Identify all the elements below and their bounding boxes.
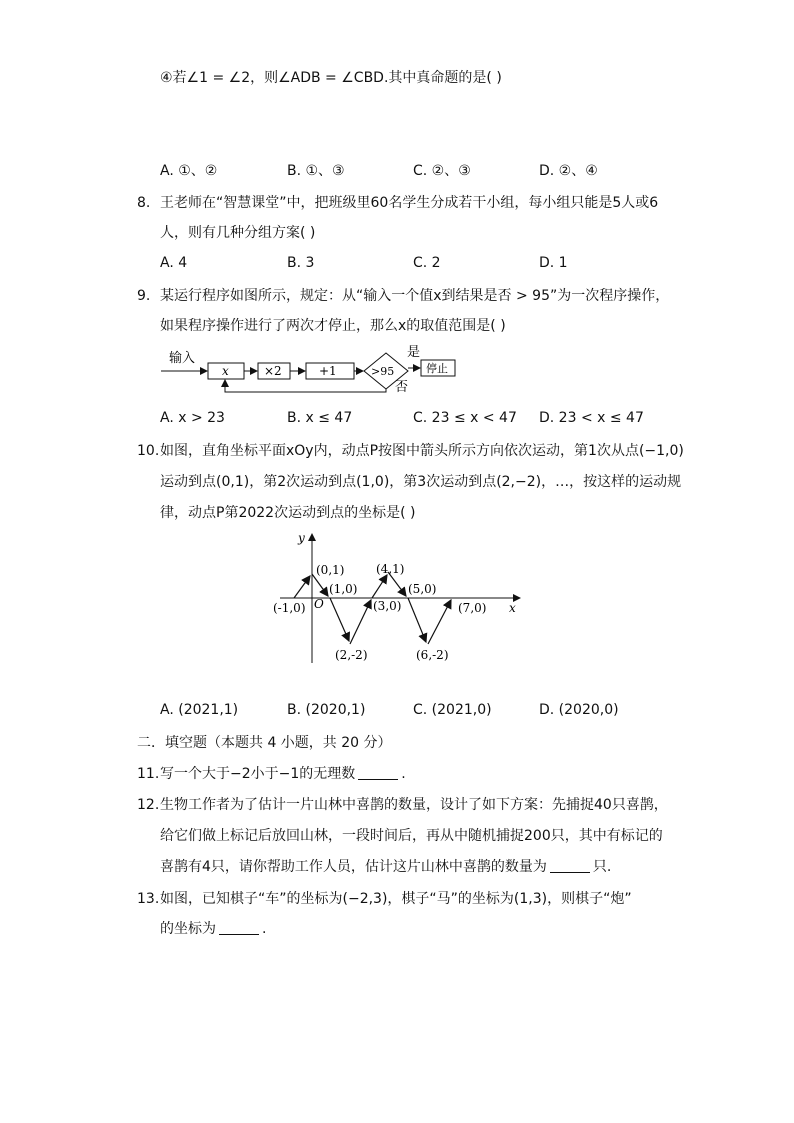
q10-text-line1: 如图，直角坐标平面xOy内，动点P按图中箭头所示方向依次运动，第1次从点(−1,0) [160, 443, 684, 459]
q8-option-c[interactable]: C. 2 [413, 255, 441, 271]
q8-text-line2: 人，则有几种分组方案( ) [160, 225, 316, 241]
q8-text-line1: 王老师在“智慧课堂”中，把班级里60名学生分成若干小组，每小组只能是5人或6 [160, 195, 659, 211]
q10-number: 10. [137, 443, 160, 459]
section2-title: 二．填空题（本题共 4 小题，共 20 分） [137, 735, 392, 751]
q9-option-a[interactable]: A. x > 23 [160, 410, 225, 426]
flow-no-label: 否 [395, 380, 409, 394]
q8-option-a[interactable]: A. 4 [160, 255, 188, 271]
q10-option-b[interactable]: B. (2020,1) [287, 702, 366, 718]
q8-number: 8. [137, 195, 151, 211]
q12-text-end: 只. [592, 859, 612, 875]
q11-answer-blank[interactable] [358, 765, 398, 780]
point-label-2-neg2: (2,-2) [335, 648, 368, 662]
q10-graph [270, 528, 530, 668]
q9-number: 9. [137, 288, 151, 304]
x-axis-label: x [509, 601, 516, 615]
flow-box-plus1-label: +1 [319, 364, 337, 378]
q12-text-line2: 给它们做上标记后放回山林，一段时间后，再从中随机捕捉200只，其中有标记的 [160, 828, 663, 844]
q9-option-b[interactable]: B. x ≤ 47 [287, 410, 353, 426]
point-label-neg1-0: (-1,0) [273, 601, 306, 615]
q12-answer-blank[interactable] [550, 858, 590, 873]
q13-answer-blank[interactable] [219, 920, 259, 935]
origin-label: O [314, 597, 324, 611]
q12-text-line1: 生物工作者为了估计一片山林中喜鹊的数量，设计了如下方案：先捕捉40只喜鹊， [160, 797, 668, 813]
flow-diamond-label: >95 [371, 365, 395, 378]
q10-text-line2: 运动到点(0,1)，第2次运动到点(1,0)，第3次运动到点(2,−2)，…，按这样的运动规 [160, 474, 682, 490]
q9-text-line1: 某运行程序如图所示，规定：从“输入一个值x到结果是否 > 95”为一次程序操作， [160, 288, 670, 304]
q8-option-d[interactable]: D. 1 [539, 255, 568, 271]
q13-text-end: . [262, 921, 267, 937]
q7-option-a[interactable]: A. ①、② [160, 163, 218, 179]
q7-option-c[interactable]: C. ②、③ [413, 163, 471, 179]
point-label-5-0: (5,0) [408, 582, 437, 596]
flow-box-times2-label: ×2 [264, 364, 282, 378]
q9-flowchart [155, 344, 465, 394]
point-label-1-0: (1,0) [329, 582, 358, 596]
flow-box-x-label: x [222, 364, 229, 378]
q12-text-body: 喜鹊有4只，请你帮助工作人员，估计这片山林中喜鹊的数量为 [160, 859, 547, 875]
point-label-3-0: (3,0) [373, 599, 402, 613]
q13-number: 13. [137, 891, 160, 907]
q8-option-b[interactable]: B. 3 [287, 255, 315, 271]
point-label-4-1: (4,1) [376, 562, 405, 576]
y-axis-label: y [298, 531, 305, 545]
q11-text-body: 写一个大于−2小于−1的无理数 [160, 766, 356, 782]
flow-box-stop-label: 停止 [426, 362, 448, 375]
point-label-6-neg2: (6,-2) [416, 648, 449, 662]
q10-text-line3: 律，动点P第2022次运动到点的坐标是( ) [160, 505, 416, 521]
q11-number: 11. [137, 766, 160, 782]
q10-option-a[interactable]: A. (2021,1) [160, 702, 239, 718]
q7-statement4: ④若∠1 = ∠2，则∠ADB = ∠CBD.其中真命题的是( ) [160, 70, 502, 86]
q10-option-c[interactable]: C. (2021,0) [413, 702, 492, 718]
q13-text-body: 的坐标为 [160, 921, 216, 937]
point-label-7-0: (7,0) [458, 601, 487, 615]
q11-text-end: . [401, 766, 406, 782]
q12-text-line3 [160, 857, 611, 877]
q10-option-d[interactable]: D. (2020,0) [539, 702, 619, 718]
q9-option-c[interactable]: C. 23 ≤ x < 47 [413, 410, 517, 426]
q7-option-b[interactable]: B. ①、③ [287, 163, 345, 179]
point-label-0-1: (0,1) [316, 563, 345, 577]
q9-option-d[interactable]: D. 23 < x ≤ 47 [539, 410, 644, 426]
q13-text-line1: 如图，已知棋子“车”的坐标为(−2,3)，棋子“马”的坐标为(1,3)，则棋子“炮” [160, 891, 632, 907]
q11-text [160, 764, 406, 784]
q12-number: 12. [137, 797, 160, 813]
flow-yes-label: 是 [407, 345, 421, 360]
flow-input-label: 输入 [169, 351, 196, 366]
q7-option-d[interactable]: D. ②、④ [539, 163, 598, 179]
q9-text-line2: 如果程序操作进行了两次才停止，那么x的取值范围是( ) [160, 318, 506, 334]
q13-text-line2 [160, 919, 266, 939]
